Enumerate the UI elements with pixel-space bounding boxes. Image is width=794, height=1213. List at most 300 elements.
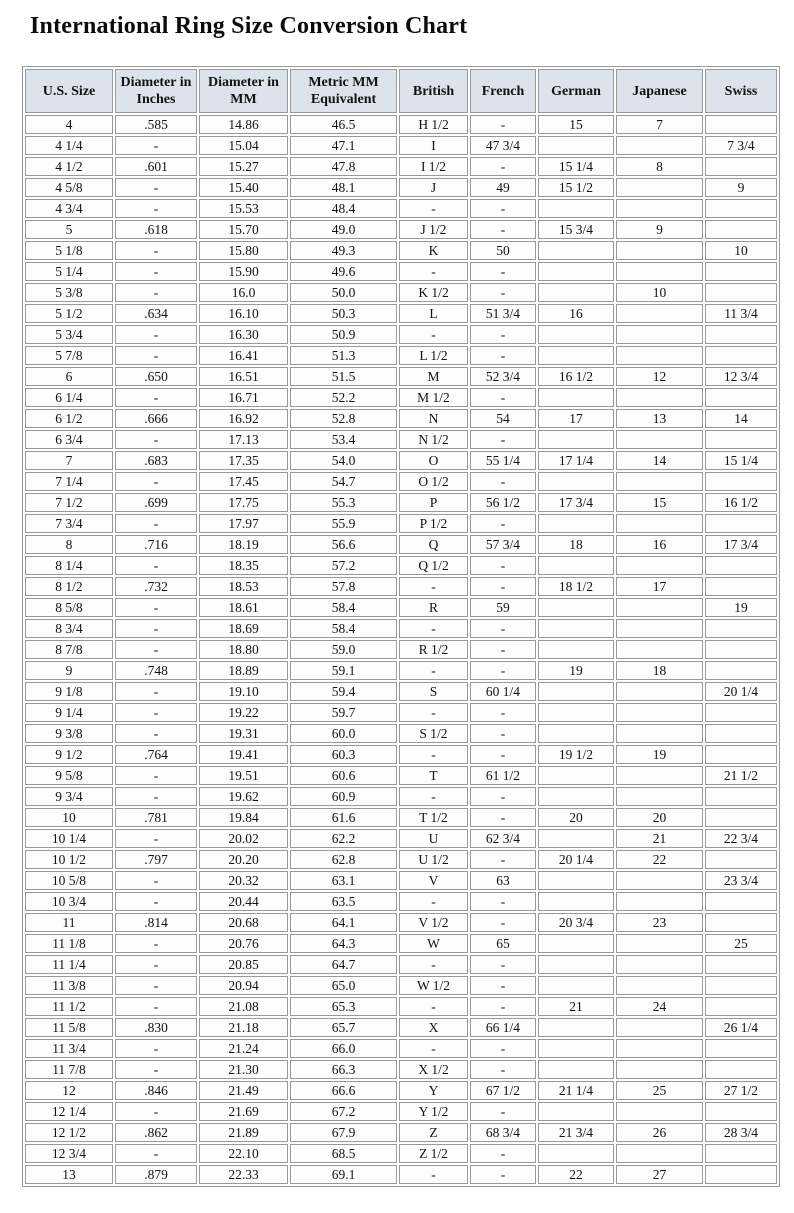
cell-french: - <box>470 619 536 638</box>
cell-diameter-inches: - <box>115 136 197 155</box>
table-row <box>25 913 777 932</box>
cell-diameter-inches: - <box>115 1144 197 1163</box>
table-row <box>25 1039 777 1058</box>
cell-metric-mm-equivalent: 64.1 <box>290 913 397 932</box>
cell-french: - <box>470 808 536 827</box>
cell-us-size: 9 1/2 <box>25 745 113 764</box>
table-row <box>25 430 777 449</box>
cell-diameter-mm: 18.80 <box>199 640 288 659</box>
cell-german: 21 3/4 <box>538 1123 614 1142</box>
cell-german: 22 <box>538 1165 614 1184</box>
cell-diameter-inches: .814 <box>115 913 197 932</box>
cell-german: 21 1/4 <box>538 1081 614 1100</box>
cell-japanese <box>616 388 703 407</box>
cell-japanese: 22 <box>616 850 703 869</box>
table-row <box>25 199 777 218</box>
table-row <box>25 766 777 785</box>
cell-swiss <box>705 1060 777 1079</box>
cell-japanese: 18 <box>616 661 703 680</box>
cell-diameter-mm: 16.30 <box>199 325 288 344</box>
cell-japanese <box>616 1060 703 1079</box>
cell-japanese <box>616 871 703 890</box>
cell-diameter-inches: - <box>115 283 197 302</box>
cell-british: V 1/2 <box>399 913 468 932</box>
table-row <box>25 304 777 323</box>
cell-diameter-inches: - <box>115 976 197 995</box>
cell-british: S 1/2 <box>399 724 468 743</box>
cell-japanese: 12 <box>616 367 703 386</box>
cell-japanese: 16 <box>616 535 703 554</box>
cell-british: N 1/2 <box>399 430 468 449</box>
cell-us-size: 8 1/2 <box>25 577 113 596</box>
cell-british: - <box>399 577 468 596</box>
cell-french: - <box>470 703 536 722</box>
cell-diameter-mm: 17.13 <box>199 430 288 449</box>
cell-diameter-mm: 14.86 <box>199 115 288 134</box>
cell-japanese <box>616 430 703 449</box>
cell-german <box>538 241 614 260</box>
cell-swiss: 16 1/2 <box>705 493 777 512</box>
cell-diameter-inches: - <box>115 640 197 659</box>
cell-diameter-mm: 15.40 <box>199 178 288 197</box>
cell-german <box>538 724 614 743</box>
cell-french: 62 3/4 <box>470 829 536 848</box>
cell-german: 18 <box>538 535 614 554</box>
cell-diameter-inches: .634 <box>115 304 197 323</box>
cell-metric-mm-equivalent: 63.1 <box>290 871 397 890</box>
cell-diameter-inches: .618 <box>115 220 197 239</box>
cell-british: J <box>399 178 468 197</box>
cell-diameter-mm: 16.92 <box>199 409 288 428</box>
cell-diameter-mm: 16.71 <box>199 388 288 407</box>
cell-german <box>538 640 614 659</box>
cell-us-size: 7 1/4 <box>25 472 113 491</box>
cell-swiss: 23 3/4 <box>705 871 777 890</box>
cell-french: - <box>470 514 536 533</box>
cell-french: - <box>470 1102 536 1121</box>
cell-swiss <box>705 745 777 764</box>
cell-diameter-mm: 15.80 <box>199 241 288 260</box>
cell-metric-mm-equivalent: 59.1 <box>290 661 397 680</box>
table-row <box>25 178 777 197</box>
cell-french: - <box>470 661 536 680</box>
cell-diameter-mm: 17.75 <box>199 493 288 512</box>
cell-diameter-mm: 18.35 <box>199 556 288 575</box>
cell-british: H 1/2 <box>399 115 468 134</box>
cell-diameter-mm: 16.41 <box>199 346 288 365</box>
cell-swiss: 20 1/4 <box>705 682 777 701</box>
cell-metric-mm-equivalent: 52.8 <box>290 409 397 428</box>
cell-diameter-mm: 17.35 <box>199 451 288 470</box>
cell-diameter-mm: 18.61 <box>199 598 288 617</box>
cell-diameter-inches: - <box>115 787 197 806</box>
cell-diameter-mm: 15.70 <box>199 220 288 239</box>
cell-diameter-inches: - <box>115 598 197 617</box>
column-header-french: French <box>470 69 536 113</box>
cell-diameter-mm: 22.33 <box>199 1165 288 1184</box>
cell-german: 15 <box>538 115 614 134</box>
cell-diameter-mm: 15.90 <box>199 262 288 281</box>
cell-british: Z <box>399 1123 468 1142</box>
table-body <box>25 115 777 1184</box>
cell-swiss: 17 3/4 <box>705 535 777 554</box>
cell-french: - <box>470 1144 536 1163</box>
cell-british: V <box>399 871 468 890</box>
cell-diameter-mm: 17.45 <box>199 472 288 491</box>
column-header-diameter-inches: Diameter in Inches <box>115 69 197 113</box>
cell-metric-mm-equivalent: 64.7 <box>290 955 397 974</box>
table-row <box>25 262 777 281</box>
cell-swiss: 22 3/4 <box>705 829 777 848</box>
cell-french: - <box>470 325 536 344</box>
cell-british: K 1/2 <box>399 283 468 302</box>
cell-japanese <box>616 199 703 218</box>
table-row <box>25 1081 777 1100</box>
cell-british: R <box>399 598 468 617</box>
cell-british: M 1/2 <box>399 388 468 407</box>
cell-german: 15 1/4 <box>538 157 614 176</box>
cell-british: - <box>399 199 468 218</box>
cell-british: P <box>399 493 468 512</box>
cell-japanese <box>616 1102 703 1121</box>
cell-german <box>538 829 614 848</box>
cell-french: - <box>470 850 536 869</box>
cell-us-size: 4 <box>25 115 113 134</box>
cell-british: Z 1/2 <box>399 1144 468 1163</box>
cell-french: 67 1/2 <box>470 1081 536 1100</box>
cell-metric-mm-equivalent: 66.0 <box>290 1039 397 1058</box>
table-row <box>25 346 777 365</box>
cell-german <box>538 388 614 407</box>
table-row <box>25 136 777 155</box>
cell-metric-mm-equivalent: 60.0 <box>290 724 397 743</box>
cell-swiss <box>705 1165 777 1184</box>
cell-us-size: 6 1/4 <box>25 388 113 407</box>
cell-diameter-inches: - <box>115 325 197 344</box>
cell-us-size: 4 1/4 <box>25 136 113 155</box>
cell-diameter-mm: 15.04 <box>199 136 288 155</box>
cell-diameter-inches: .716 <box>115 535 197 554</box>
table-row <box>25 1060 777 1079</box>
cell-german <box>538 934 614 953</box>
cell-british: Y <box>399 1081 468 1100</box>
table-row <box>25 1123 777 1142</box>
cell-german <box>538 871 614 890</box>
cell-german <box>538 1144 614 1163</box>
cell-metric-mm-equivalent: 59.4 <box>290 682 397 701</box>
cell-japanese <box>616 1039 703 1058</box>
cell-us-size: 13 <box>25 1165 113 1184</box>
cell-french: 66 1/4 <box>470 1018 536 1037</box>
cell-diameter-mm: 19.51 <box>199 766 288 785</box>
cell-diameter-mm: 21.49 <box>199 1081 288 1100</box>
cell-diameter-mm: 21.24 <box>199 1039 288 1058</box>
cell-german <box>538 1039 614 1058</box>
cell-japanese <box>616 1144 703 1163</box>
cell-japanese: 25 <box>616 1081 703 1100</box>
cell-french: - <box>470 346 536 365</box>
cell-swiss <box>705 955 777 974</box>
cell-diameter-mm: 21.69 <box>199 1102 288 1121</box>
cell-french: 57 3/4 <box>470 535 536 554</box>
cell-french: 59 <box>470 598 536 617</box>
cell-japanese: 26 <box>616 1123 703 1142</box>
cell-french: - <box>470 199 536 218</box>
cell-british: - <box>399 892 468 911</box>
cell-british: X <box>399 1018 468 1037</box>
cell-metric-mm-equivalent: 50.0 <box>290 283 397 302</box>
cell-us-size: 6 <box>25 367 113 386</box>
cell-german: 16 <box>538 304 614 323</box>
cell-diameter-mm: 18.53 <box>199 577 288 596</box>
cell-diameter-inches: - <box>115 472 197 491</box>
header-row <box>25 69 777 113</box>
cell-diameter-mm: 17.97 <box>199 514 288 533</box>
cell-german <box>538 619 614 638</box>
cell-japanese: 27 <box>616 1165 703 1184</box>
cell-diameter-inches: - <box>115 1039 197 1058</box>
table-row <box>25 955 777 974</box>
cell-german <box>538 976 614 995</box>
table-row <box>25 1165 777 1184</box>
cell-japanese <box>616 262 703 281</box>
cell-french: 60 1/4 <box>470 682 536 701</box>
cell-metric-mm-equivalent: 54.7 <box>290 472 397 491</box>
cell-metric-mm-equivalent: 49.3 <box>290 241 397 260</box>
cell-swiss <box>705 556 777 575</box>
cell-swiss <box>705 220 777 239</box>
table-row <box>25 577 777 596</box>
cell-british: L <box>399 304 468 323</box>
cell-japanese: 13 <box>616 409 703 428</box>
cell-german: 19 1/2 <box>538 745 614 764</box>
cell-japanese <box>616 955 703 974</box>
cell-us-size: 4 3/4 <box>25 199 113 218</box>
cell-french: - <box>470 955 536 974</box>
cell-diameter-inches: - <box>115 955 197 974</box>
cell-metric-mm-equivalent: 55.3 <box>290 493 397 512</box>
cell-metric-mm-equivalent: 55.9 <box>290 514 397 533</box>
cell-german <box>538 703 614 722</box>
cell-diameter-inches: .683 <box>115 451 197 470</box>
cell-metric-mm-equivalent: 65.0 <box>290 976 397 995</box>
cell-swiss <box>705 472 777 491</box>
cell-diameter-inches: - <box>115 871 197 890</box>
cell-diameter-inches: - <box>115 829 197 848</box>
table-row <box>25 808 777 827</box>
cell-diameter-inches: - <box>115 619 197 638</box>
cell-japanese: 21 <box>616 829 703 848</box>
cell-german <box>538 556 614 575</box>
cell-japanese <box>616 640 703 659</box>
cell-swiss <box>705 913 777 932</box>
cell-french: - <box>470 787 536 806</box>
cell-swiss: 7 3/4 <box>705 136 777 155</box>
table-row <box>25 640 777 659</box>
cell-french: - <box>470 745 536 764</box>
table-row <box>25 724 777 743</box>
cell-us-size: 10 3/4 <box>25 892 113 911</box>
table-row <box>25 556 777 575</box>
cell-diameter-inches: .797 <box>115 850 197 869</box>
cell-diameter-inches: - <box>115 682 197 701</box>
cell-diameter-mm: 21.08 <box>199 997 288 1016</box>
cell-japanese: 10 <box>616 283 703 302</box>
table-row <box>25 1102 777 1121</box>
cell-swiss: 14 <box>705 409 777 428</box>
cell-diameter-inches: - <box>115 199 197 218</box>
cell-british: Q 1/2 <box>399 556 468 575</box>
cell-metric-mm-equivalent: 62.2 <box>290 829 397 848</box>
cell-german <box>538 199 614 218</box>
table-row <box>25 241 777 260</box>
table-row <box>25 976 777 995</box>
cell-swiss <box>705 976 777 995</box>
cell-japanese <box>616 514 703 533</box>
cell-diameter-inches: .879 <box>115 1165 197 1184</box>
cell-british: - <box>399 1165 468 1184</box>
cell-diameter-inches: - <box>115 346 197 365</box>
cell-us-size: 9 5/8 <box>25 766 113 785</box>
column-header-german: German <box>538 69 614 113</box>
cell-swiss <box>705 514 777 533</box>
cell-us-size: 5 7/8 <box>25 346 113 365</box>
ring-size-conversion-table <box>22 66 780 1187</box>
cell-metric-mm-equivalent: 47.8 <box>290 157 397 176</box>
cell-diameter-inches: - <box>115 514 197 533</box>
cell-metric-mm-equivalent: 57.2 <box>290 556 397 575</box>
cell-diameter-inches: .585 <box>115 115 197 134</box>
column-header-japanese: Japanese <box>616 69 703 113</box>
cell-diameter-mm: 19.62 <box>199 787 288 806</box>
cell-diameter-mm: 16.10 <box>199 304 288 323</box>
table-row <box>25 661 777 680</box>
cell-diameter-mm: 21.18 <box>199 1018 288 1037</box>
cell-german: 21 <box>538 997 614 1016</box>
cell-diameter-mm: 21.89 <box>199 1123 288 1142</box>
cell-diameter-mm: 20.76 <box>199 934 288 953</box>
cell-us-size: 9 1/4 <box>25 703 113 722</box>
cell-us-size: 5 1/2 <box>25 304 113 323</box>
cell-german <box>538 766 614 785</box>
cell-german: 18 1/2 <box>538 577 614 596</box>
cell-french: - <box>470 220 536 239</box>
cell-metric-mm-equivalent: 50.3 <box>290 304 397 323</box>
cell-us-size: 10 <box>25 808 113 827</box>
cell-german: 19 <box>538 661 614 680</box>
cell-german <box>538 514 614 533</box>
cell-japanese <box>616 346 703 365</box>
column-header-metric-mm-equivalent: Metric MM Equivalent <box>290 69 397 113</box>
cell-french: - <box>470 157 536 176</box>
cell-us-size: 9 3/8 <box>25 724 113 743</box>
cell-metric-mm-equivalent: 57.8 <box>290 577 397 596</box>
cell-diameter-mm: 19.22 <box>199 703 288 722</box>
cell-us-size: 5 3/4 <box>25 325 113 344</box>
cell-swiss <box>705 430 777 449</box>
cell-diameter-inches: - <box>115 556 197 575</box>
cell-us-size: 11 3/4 <box>25 1039 113 1058</box>
cell-german <box>538 430 614 449</box>
column-header-swiss: Swiss <box>705 69 777 113</box>
cell-british: L 1/2 <box>399 346 468 365</box>
cell-us-size: 4 5/8 <box>25 178 113 197</box>
cell-british: - <box>399 997 468 1016</box>
cell-metric-mm-equivalent: 54.0 <box>290 451 397 470</box>
cell-swiss <box>705 1144 777 1163</box>
table-row <box>25 871 777 890</box>
cell-diameter-inches: .666 <box>115 409 197 428</box>
cell-german <box>538 1060 614 1079</box>
cell-german <box>538 472 614 491</box>
cell-swiss <box>705 703 777 722</box>
cell-german <box>538 1102 614 1121</box>
cell-british: N <box>399 409 468 428</box>
cell-swiss: 26 1/4 <box>705 1018 777 1037</box>
cell-metric-mm-equivalent: 49.0 <box>290 220 397 239</box>
table-row <box>25 283 777 302</box>
cell-german <box>538 682 614 701</box>
cell-diameter-inches: - <box>115 388 197 407</box>
cell-metric-mm-equivalent: 52.2 <box>290 388 397 407</box>
cell-french: 51 3/4 <box>470 304 536 323</box>
cell-diameter-inches: - <box>115 724 197 743</box>
cell-french: 68 3/4 <box>470 1123 536 1142</box>
cell-diameter-inches: .699 <box>115 493 197 512</box>
cell-french: - <box>470 640 536 659</box>
cell-german <box>538 325 614 344</box>
cell-swiss <box>705 388 777 407</box>
cell-german <box>538 892 614 911</box>
cell-metric-mm-equivalent: 67.2 <box>290 1102 397 1121</box>
cell-japanese: 23 <box>616 913 703 932</box>
cell-japanese <box>616 682 703 701</box>
cell-japanese: 7 <box>616 115 703 134</box>
cell-french: 54 <box>470 409 536 428</box>
cell-diameter-inches: - <box>115 703 197 722</box>
cell-japanese <box>616 325 703 344</box>
cell-metric-mm-equivalent: 67.9 <box>290 1123 397 1142</box>
cell-german: 20 <box>538 808 614 827</box>
cell-diameter-mm: 20.32 <box>199 871 288 890</box>
cell-metric-mm-equivalent: 69.1 <box>290 1165 397 1184</box>
cell-german <box>538 262 614 281</box>
cell-us-size: 9 3/4 <box>25 787 113 806</box>
cell-metric-mm-equivalent: 50.9 <box>290 325 397 344</box>
table-row <box>25 934 777 953</box>
cell-japanese <box>616 976 703 995</box>
cell-swiss: 12 3/4 <box>705 367 777 386</box>
cell-german <box>538 346 614 365</box>
cell-japanese <box>616 766 703 785</box>
cell-diameter-mm: 16.51 <box>199 367 288 386</box>
cell-british: - <box>399 661 468 680</box>
cell-swiss <box>705 262 777 281</box>
cell-us-size: 12 <box>25 1081 113 1100</box>
cell-swiss <box>705 724 777 743</box>
cell-japanese: 14 <box>616 451 703 470</box>
cell-french: - <box>470 724 536 743</box>
cell-diameter-mm: 20.20 <box>199 850 288 869</box>
cell-diameter-inches: .830 <box>115 1018 197 1037</box>
cell-diameter-inches: - <box>115 934 197 953</box>
cell-swiss <box>705 640 777 659</box>
cell-french: - <box>470 1165 536 1184</box>
cell-diameter-mm: 19.10 <box>199 682 288 701</box>
table-row <box>25 619 777 638</box>
cell-french: - <box>470 976 536 995</box>
cell-metric-mm-equivalent: 59.7 <box>290 703 397 722</box>
